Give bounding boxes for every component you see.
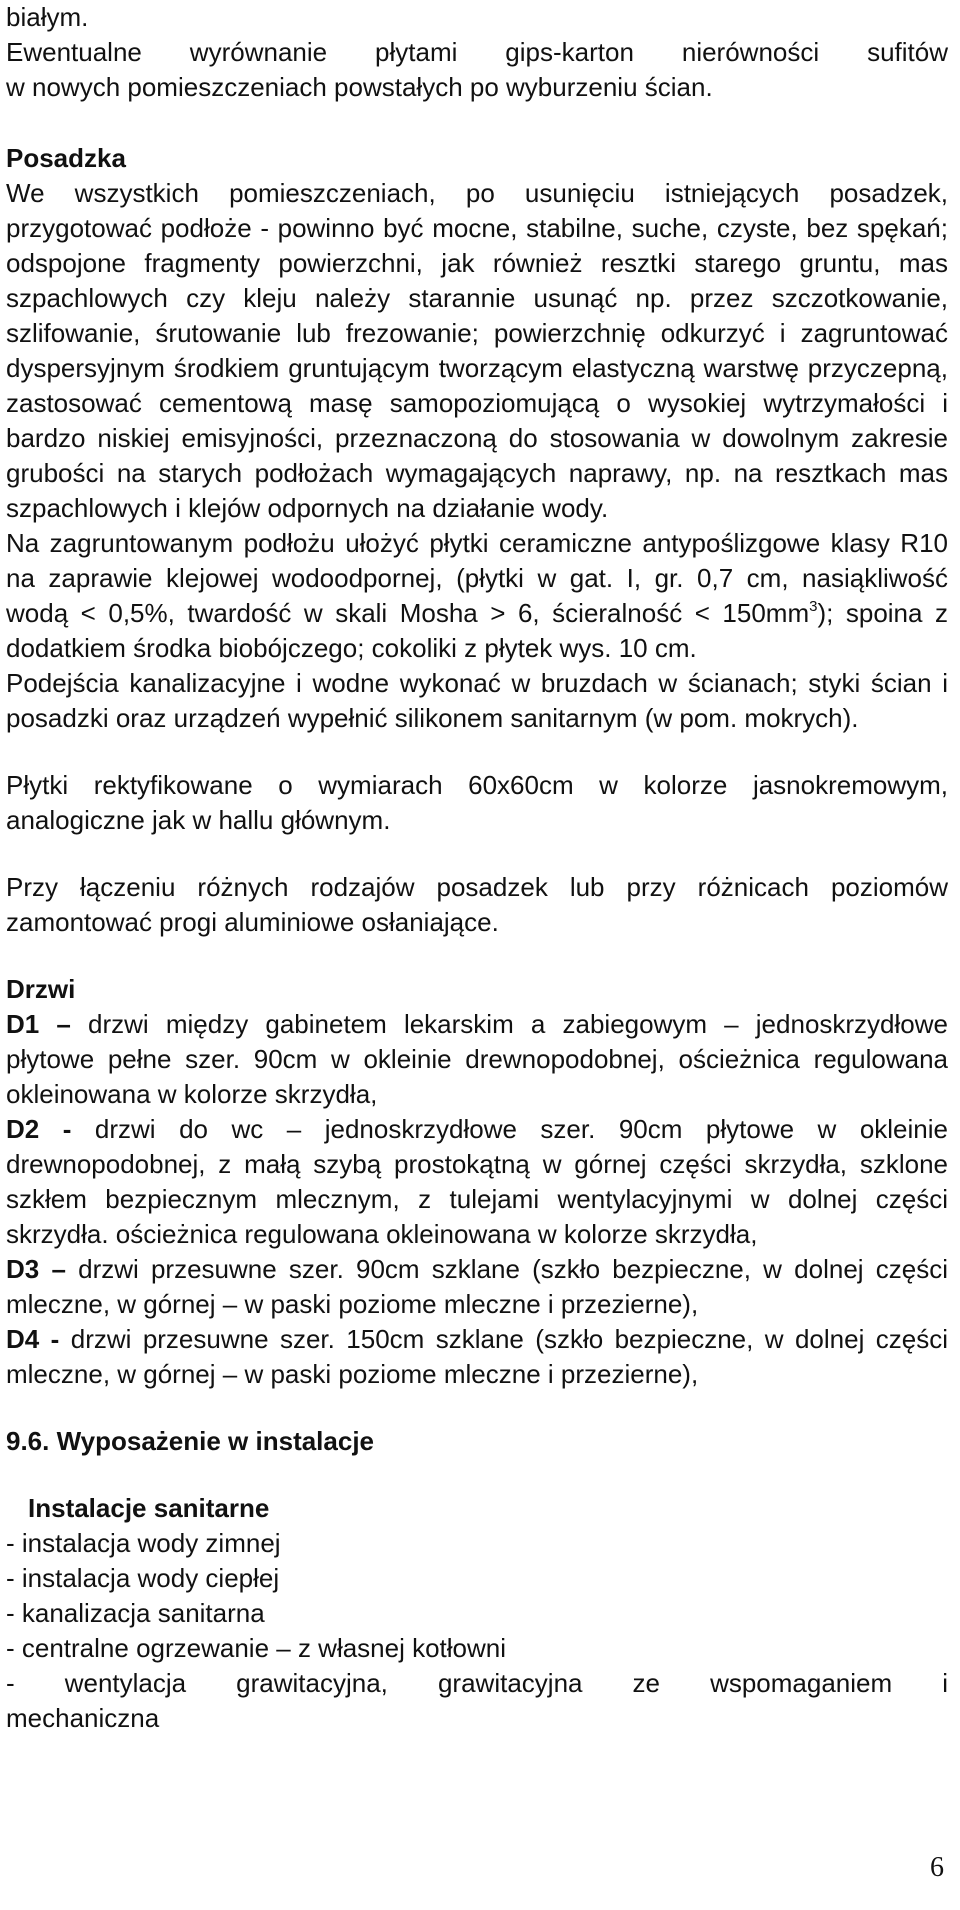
door-description: drzwi między gabinetem lekarskim a zabiegowym – jednoskrzydłowe płytowe pełne szer. 90cm w okleinie drewnopodobnej, ościeżnica regulowana okleinowana w kolorze skrzydła, (6, 1009, 948, 1109)
door-code: D1 (6, 1009, 40, 1039)
list-item: - instalacja wody zimnej (6, 1528, 281, 1558)
door-separator: - (39, 1114, 95, 1144)
tiles-text: Na zagruntowanym podłożu ułożyć płytki ceramiczne antypoślizgowe klasy R10 na zaprawie klejowej wodoodpornej, (płytki w gat. I, gr. 0,7 cm, nasiąkliwość wodą < 0,5%, twardość w skali Mosha > 6, ścieralność < 150mm (6, 528, 948, 628)
section-heading-installations: 9.6. Wyposażenie w instalacje (6, 1426, 375, 1456)
section-heading-posadzka: Posadzka (6, 143, 126, 173)
tiles-text-cont: ); spoina z dodatkiem środka biobójczego; cokoliki z płytek wys. 10 cm. (6, 598, 948, 663)
door-code: D2 (6, 1114, 40, 1144)
paragraph-ceramic-tiles (6, 526, 948, 666)
door-item-d2 (6, 1112, 948, 1252)
document-page (6, 0, 948, 1736)
door-separator: - (39, 1324, 71, 1354)
paragraph-drain-connections: Podejścia kanalizacyjne i wodne wykonać w bruzdach w ścianach; styki ścian i posadzki oraz urządzeń wypełnić silikonem sanitarnym (w pom. mokrych). (6, 668, 948, 733)
text-line: Ewentualne wyrównanie płytami gips-karton nierówności sufitów (6, 37, 948, 67)
door-item-d4 (6, 1322, 948, 1392)
paragraph-rectified-tiles: Płytki rektyfikowane o wymiarach 60x60cm w kolorze jasnokremowym, analogiczne jak w hallu głównym. (6, 770, 948, 835)
list-item: - kanalizacja sanitarna (6, 1598, 265, 1628)
door-item-d3 (6, 1252, 948, 1322)
door-separator: – (39, 1009, 89, 1039)
door-description: drzwi do wc – jednoskrzydłowe szer. 90cm płytowe w okleinie drewnopodobnej, z małą szybą prostokątną w górnej części skrzydła, szklone szkłem bezpiecznym mlecznym, z tulejami wentylacyjnymi w dolnej części skrzydła. ościeżnica regulowana okleinowana w kolorze skrzydła, (6, 1114, 948, 1249)
door-description: drzwi przesuwne szer. 150cm szklane (szkło bezpieczne, w dolnej części mleczne, w górnej – w paski poziome mleczne i przezierne), (6, 1324, 948, 1389)
door-item-d1 (6, 1007, 948, 1112)
door-code: D4 (6, 1324, 40, 1354)
door-code: D3 (6, 1254, 40, 1284)
list-item: - centralne ogrzewanie – z własnej kotłowni (6, 1633, 507, 1663)
list-item-continuation: mechaniczna (6, 1703, 160, 1733)
page-number: 6 (930, 1852, 944, 1883)
text-line: białym. (6, 2, 89, 32)
door-description: drzwi przesuwne szer. 90cm szklane (szkło bezpieczne, w dolnej części mleczne, w górnej – w paski poziome mleczne i przezierne), (6, 1254, 948, 1319)
list-item: - instalacja wody ciepłej (6, 1563, 280, 1593)
paragraph-thresholds: Przy łączeniu różnych rodzajów posadzek lub przy różnicach poziomów zamontować progi aluminiowe osłaniające. (6, 872, 948, 937)
section-heading-drzwi: Drzwi (6, 974, 76, 1004)
text-line: w nowych pomieszczeniach powstałych po wyburzeniu ścian. (6, 72, 713, 102)
door-separator: – (39, 1254, 79, 1284)
subheading-sanitary: Instalacje sanitarne (28, 1493, 270, 1523)
paragraph-floor-preparation: We wszystkich pomieszczeniach, po usunięciu istniejących posadzek, przygotować podłoże - powinno być mocne, stabilne, suche, czyste, bez spękań; odspojone fragmenty powierzchni, jak również resztki starego gruntu, mas szpachlowych czy kleju należy starannie usunąć np. przez szczotkowanie, szlifowanie, śrutowanie lub frezowanie; powierzchnię odkurzyć i zagruntować dyspersyjnym środkiem gruntującym tworzącym elastyczną warstwę przyczepną, zastosować cementową masę samopoziomującą o wysokiej wytrzymałości i bardzo niskiej emisyjności, przeznaczoną do stosowania w dowolnym zakresie grubości na starych podłożach wymagających naprawy, np. na resztkach mas szpachlowych i klejów odpornych na działanie wody. (6, 178, 948, 523)
superscript: 3 (809, 598, 818, 615)
list-item: - wentylacja grawitacyjna, grawitacyjna ze wspomaganiem i (6, 1668, 948, 1698)
